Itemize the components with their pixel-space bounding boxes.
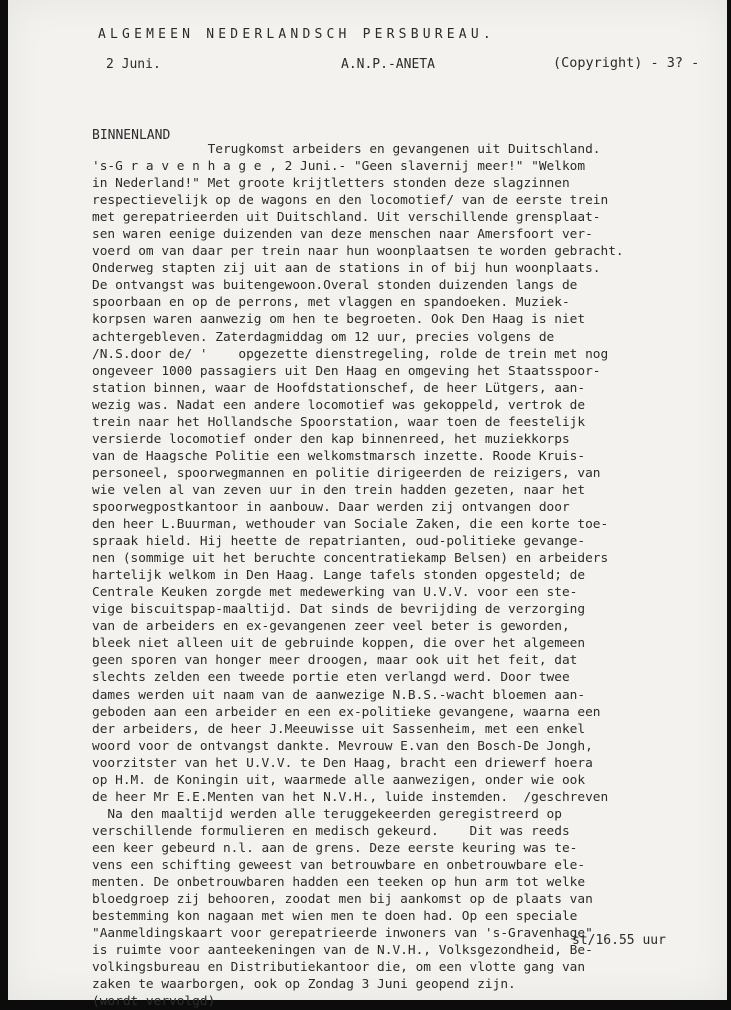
body-line: 's-G r a v e n h a g e , 2 Juni.- "Geen slavernij meer!" "Welkom bbox=[92, 159, 586, 175]
body-line: vige biscuitspap-maaltijd. Dat sinds de bevrijding de verzorging bbox=[92, 602, 586, 618]
body-line: ongeveer 1000 passagiers uit Den Haag en omgeving het Staatsspoor- bbox=[92, 363, 601, 379]
body-line: De ontvangst was buitengewoon.Overal stonden duizenden langs de bbox=[92, 278, 578, 294]
body-line: der arbeiders, de heer J.Meeuwisse uit Sassenheim, met een enkel bbox=[92, 721, 586, 737]
body-line: woord voor de ontvangst dankte. Mevrouw E.van den Bosch-De Jongh, bbox=[92, 738, 593, 754]
body-line: wezig was. Nadat een andere locomotief was gekoppeld, vertrok de bbox=[92, 397, 586, 413]
body-line: station binnen, waar de Hoofdstationschef, de heer Lütgers, aan- bbox=[92, 380, 586, 396]
body-line: trein naar het Hollandsche Spoorstation, waar toen de feestelijk bbox=[92, 414, 586, 430]
body-line: nen (sommige uit het beruchte concentratiekamp Belsen) en arbeiders bbox=[92, 551, 609, 567]
body-line: den heer L.Buurman, wethouder van Sociale Zaken, die een korte toe- bbox=[92, 517, 609, 533]
body-line: voorzitster van het U.V.V. te Den Haag, bracht een driewerf hoera bbox=[92, 755, 593, 771]
body-line: is ruimte voor aanteekeningen van de N.V.H., Volksgezondheid, Be- bbox=[92, 943, 593, 959]
body-line: sen waren eenige duizenden van deze menschen naar Amersfoort ver- bbox=[92, 227, 593, 243]
body-line: spoorbaan en op de perrons, met vlaggen en spandoeken. Muziek- bbox=[92, 295, 570, 311]
body-line: op H.M. de Koningin uit, waarmede alle aanwezigen, onder wie ook bbox=[92, 772, 586, 788]
body-line: spoorwegpostkantoor in aanbouw. Daar werden zij ontvangen door bbox=[92, 499, 570, 515]
body-line: hartelijk welkom in Den Haag. Lange tafels stonden opgesteld; de bbox=[92, 568, 586, 584]
body-line: bleek niet alleen uit de gebruinde koppen, die over het algemeen bbox=[92, 636, 586, 652]
body-line: volkingsbureau en Distributiekantoor die, om een vlotte gang van bbox=[92, 960, 586, 976]
document-page bbox=[8, 0, 727, 1010]
body-line: geen sporen van honger meer droogen, maar ook uit het feit, dat bbox=[92, 653, 578, 669]
body-line: versierde locomotief onder den kap binnenreed, het muziekkorps bbox=[92, 431, 570, 447]
body-line: van de Haagsche Politie een welkomstmarsch inzette. Roode Kruis- bbox=[92, 448, 586, 464]
body-line: dames werden uit naam van de aanwezige N.B.S.-wacht bloemen aan- bbox=[92, 687, 586, 703]
body-line: in Nederland!" Met groote krijtletters stonden deze slagzinnen bbox=[92, 176, 570, 192]
body-line: met gerepatrieerden uit Duitschland. Uit verschillende grensplaat- bbox=[92, 210, 601, 226]
body-line: bestemming kon nagaan met wien men te doen had. Op een speciale bbox=[92, 909, 578, 925]
body-line: slechts zelden een tweede portie eten verlangd werd. Door twee bbox=[92, 670, 570, 686]
body-line: een keer gebeurd n.l. aan de grens. Deze eerste keuring was te- bbox=[92, 840, 578, 856]
body-line: Terugkomst arbeiders en gevangenen uit Duitschland. bbox=[92, 142, 601, 157]
body-line: Centrale Keuken zorgde met medewerking van U.V.V. voor een ste- bbox=[92, 585, 578, 601]
body-line: verschillende formulieren en medisch gekeurd. Dit was reeds bbox=[92, 823, 570, 839]
agency-code: A.N.P.-ANETA bbox=[341, 57, 435, 72]
body-line: wie velen al van zeven uur in den trein hadden gezeten, naar het bbox=[92, 482, 586, 498]
body-line: achtergebleven. Zaterdagmiddag om 12 uur, precies volgens de bbox=[92, 329, 555, 345]
body-line: spraak hield. Hij heette de repatrianten, oud-politieke gevange- bbox=[92, 534, 586, 550]
body-line: van de arbeiders en ex-gevangenen zeer veel beter is geworden, bbox=[92, 619, 570, 635]
body-line: bloedgroep zij behooren, zoodat men bij aankomst op de plaats van bbox=[92, 892, 593, 908]
body-line: vens een schifting geweest van betrouwbare en onbetrouwbare ele- bbox=[92, 857, 586, 873]
transmission-time: st/16.55 uur bbox=[572, 933, 666, 948]
body-line: "Aanmeldingskaart voor gerepatrieerde inwoners van 's-Gravenhage" bbox=[92, 926, 593, 942]
agency-header: ALGEMEEN NEDERLANDSCH PERSBUREAU. bbox=[98, 27, 495, 42]
body-line: respectievelijk op de wagons en den locomotief/ van de eerste trein bbox=[92, 193, 609, 209]
body-line: personeel, spoorwegmannen en politie dirigeerden de reizigers, van bbox=[92, 465, 601, 481]
body-line: de heer Mr E.E.Menten van het N.V.H., luide instemden. /geschreven bbox=[92, 789, 609, 805]
dateline: 2 Juni. bbox=[106, 57, 161, 72]
body-line: Onderweg stapten zij uit aan de stations in of bij hun woonplaats. bbox=[92, 261, 601, 277]
body-line: Na den maaltijd werden alle teruggekeerden geregistreerd op bbox=[92, 806, 562, 822]
body-line: menten. De onbetrouwbaren hadden een teeken op hun arm tot welke bbox=[92, 875, 586, 891]
body-line: zaken te waarborgen, ook op Zondag 3 Juni geopend zijn. bbox=[92, 977, 516, 993]
body-line: voerd om van daar per trein naar hun woonplaatsen te worden gebracht. bbox=[92, 244, 624, 260]
body-line: /N.S.door de/ ' opgezette dienstregeling, rolde de trein met nog bbox=[92, 346, 609, 362]
body-line: (wordt vervolgd) bbox=[92, 994, 216, 1010]
copyright-page-number: (Copyright) - 3? - bbox=[553, 55, 700, 71]
section-heading: BINNENLAND bbox=[92, 128, 171, 143]
article-body bbox=[92, 141, 624, 1010]
body-line: korpsen waren aanwezig om hen te begroeten. Ook Den Haag is niet bbox=[92, 312, 586, 328]
body-line: geboden aan een arbeider en een ex-politieke gevangene, waarna een bbox=[92, 704, 601, 720]
